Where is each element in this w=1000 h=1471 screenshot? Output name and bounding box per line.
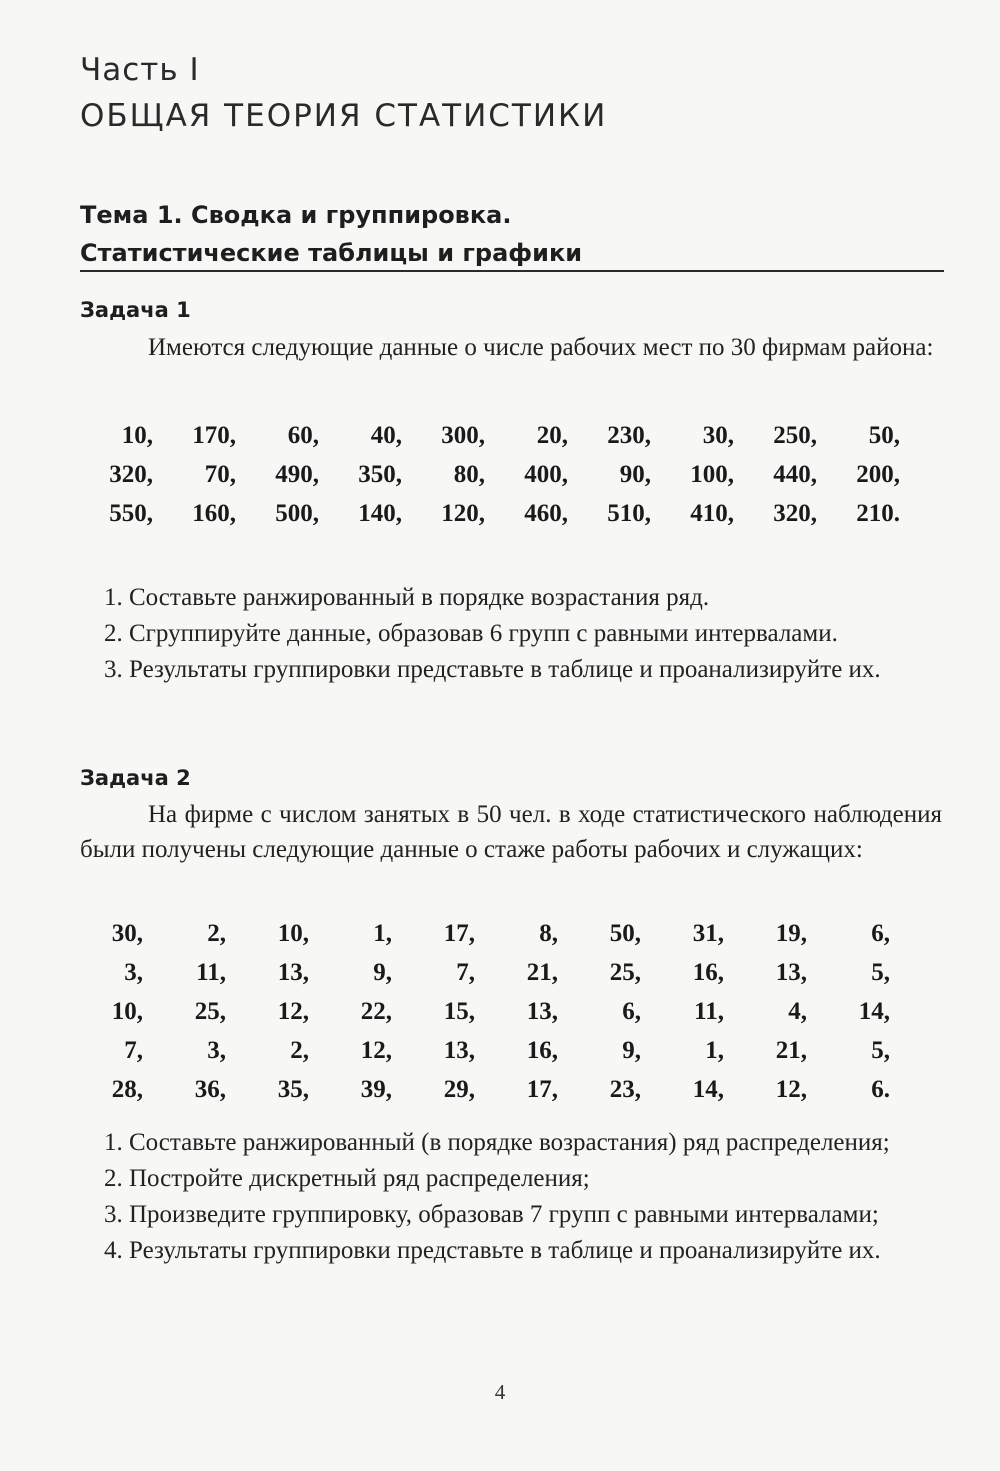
task1-title: Задача 1	[80, 298, 191, 322]
data-value: 500,	[275, 500, 319, 527]
data-value: 20,	[536, 422, 568, 449]
data-value: 29,	[443, 1076, 475, 1103]
task-item: 1. Составьте ранжированный в порядке возрастания ряд.	[104, 584, 710, 611]
data-value: 17,	[443, 920, 475, 947]
data-value: 80,	[453, 461, 485, 488]
data-value: 7,	[456, 959, 475, 986]
task2-values	[60, 914, 890, 1109]
data-value: 1,	[705, 1037, 724, 1064]
data-value: 5,	[871, 959, 890, 986]
topic-line-1: Тема 1. Сводка и группировка.	[80, 201, 512, 229]
data-value: 9,	[622, 1037, 641, 1064]
data-value: 3,	[124, 959, 143, 986]
task-item: 2. Сгруппируйте данные, образовав 6 групп с равными интервалами.	[104, 620, 838, 647]
data-value: 2,	[290, 1037, 309, 1064]
data-value: 10,	[121, 422, 153, 449]
data-value: 6,	[622, 998, 641, 1025]
data-value: 13,	[526, 998, 558, 1025]
data-value: 50,	[609, 920, 641, 947]
data-value: 250,	[773, 422, 817, 449]
data-value: 16,	[692, 959, 724, 986]
data-value: 10,	[277, 920, 309, 947]
data-value: 23,	[609, 1076, 641, 1103]
data-value: 15,	[443, 998, 475, 1025]
data-value: 8,	[539, 920, 558, 947]
data-value: 25,	[609, 959, 641, 986]
data-value: 19,	[775, 920, 807, 947]
data-value: 40,	[370, 422, 402, 449]
data-value: 35,	[277, 1076, 309, 1103]
data-value: 12,	[775, 1076, 807, 1103]
data-value: 510,	[607, 500, 651, 527]
data-value: 4,	[788, 998, 807, 1025]
data-value: 5,	[871, 1037, 890, 1064]
data-value: 210.	[856, 500, 900, 527]
data-value: 14,	[858, 998, 890, 1025]
data-value: 320,	[109, 461, 153, 488]
task-item: 3. Результаты группировки представьте в таблице и проанализируйте их.	[104, 656, 881, 683]
data-value: 3,	[207, 1037, 226, 1064]
data-value: 17,	[526, 1076, 558, 1103]
data-value: 170,	[192, 422, 236, 449]
data-value: 16,	[526, 1037, 558, 1064]
data-value: 21,	[526, 959, 558, 986]
data-value: 6.	[871, 1076, 890, 1103]
data-value: 140,	[358, 500, 402, 527]
data-value: 350,	[358, 461, 402, 488]
data-value: 30,	[111, 920, 143, 947]
topic-divider	[80, 270, 944, 272]
data-value: 490,	[275, 461, 319, 488]
data-value: 31,	[692, 920, 724, 947]
task2-items	[80, 1127, 942, 1271]
data-value: 100,	[690, 461, 734, 488]
data-value: 11,	[694, 998, 724, 1025]
data-value: 440,	[773, 461, 817, 488]
topic-heading	[80, 196, 944, 272]
task1-intro: Имеются следующие данные о числе рабочих мест по 30 фирмам района:	[148, 334, 934, 361]
data-value: 50,	[868, 422, 900, 449]
data-value: 60,	[287, 422, 319, 449]
data-value: 70,	[204, 461, 236, 488]
page-number: 4	[494, 1380, 506, 1404]
data-value: 300,	[441, 422, 485, 449]
task2-intro: На фирме с числом занятых в 50 чел. в ходе статистического наблюдения были получены следующие данные о стаже работы рабочих и служащих:	[80, 801, 942, 863]
data-value: 13,	[443, 1037, 475, 1064]
part-title: ОБЩАЯ ТЕОРИЯ СТАТИСТИКИ	[80, 98, 608, 134]
data-value: 12,	[360, 1037, 392, 1064]
data-value: 550,	[109, 500, 153, 527]
task1-values	[70, 416, 900, 533]
data-value: 400,	[524, 461, 568, 488]
topic-line-2: Статистические таблицы и графики	[80, 239, 583, 267]
data-value: 90,	[619, 461, 651, 488]
data-value: 460,	[524, 500, 568, 527]
data-value: 22,	[360, 998, 392, 1025]
data-value: 21,	[775, 1037, 807, 1064]
task2-title: Задача 2	[80, 766, 191, 790]
data-value: 320,	[773, 500, 817, 527]
data-value: 36,	[194, 1076, 226, 1103]
data-value: 120,	[441, 500, 485, 527]
data-value: 13,	[775, 959, 807, 986]
data-value: 13,	[277, 959, 309, 986]
data-value: 410,	[690, 500, 734, 527]
data-value: 14,	[692, 1076, 724, 1103]
data-value: 39,	[360, 1076, 392, 1103]
data-value: 2,	[207, 920, 226, 947]
data-value: 160,	[192, 500, 236, 527]
task-item: 3. Произведите группировку, образовав 7 групп с равными интервалами;	[104, 1201, 879, 1228]
data-value: 9,	[373, 959, 392, 986]
data-value: 1,	[373, 920, 392, 947]
data-value: 200,	[856, 461, 900, 488]
task-item: 4. Результаты группировки представьте в таблице и проанализируйте их.	[104, 1237, 881, 1264]
data-value: 11,	[196, 959, 226, 986]
data-value: 25,	[194, 998, 226, 1025]
data-value: 230,	[607, 422, 651, 449]
data-value: 30,	[702, 422, 734, 449]
data-value: 10,	[111, 998, 143, 1025]
data-value: 6,	[871, 920, 890, 947]
data-value: 12,	[277, 998, 309, 1025]
data-value: 7,	[124, 1037, 143, 1064]
part-label: Часть I	[80, 52, 200, 88]
task1-items	[80, 582, 942, 690]
task-item: 1. Составьте ранжированный (в порядке возрастания) ряд распределения;	[104, 1129, 890, 1156]
task-item: 2. Постройте дискретный ряд распределения;	[104, 1165, 590, 1192]
data-value: 28,	[111, 1076, 143, 1103]
